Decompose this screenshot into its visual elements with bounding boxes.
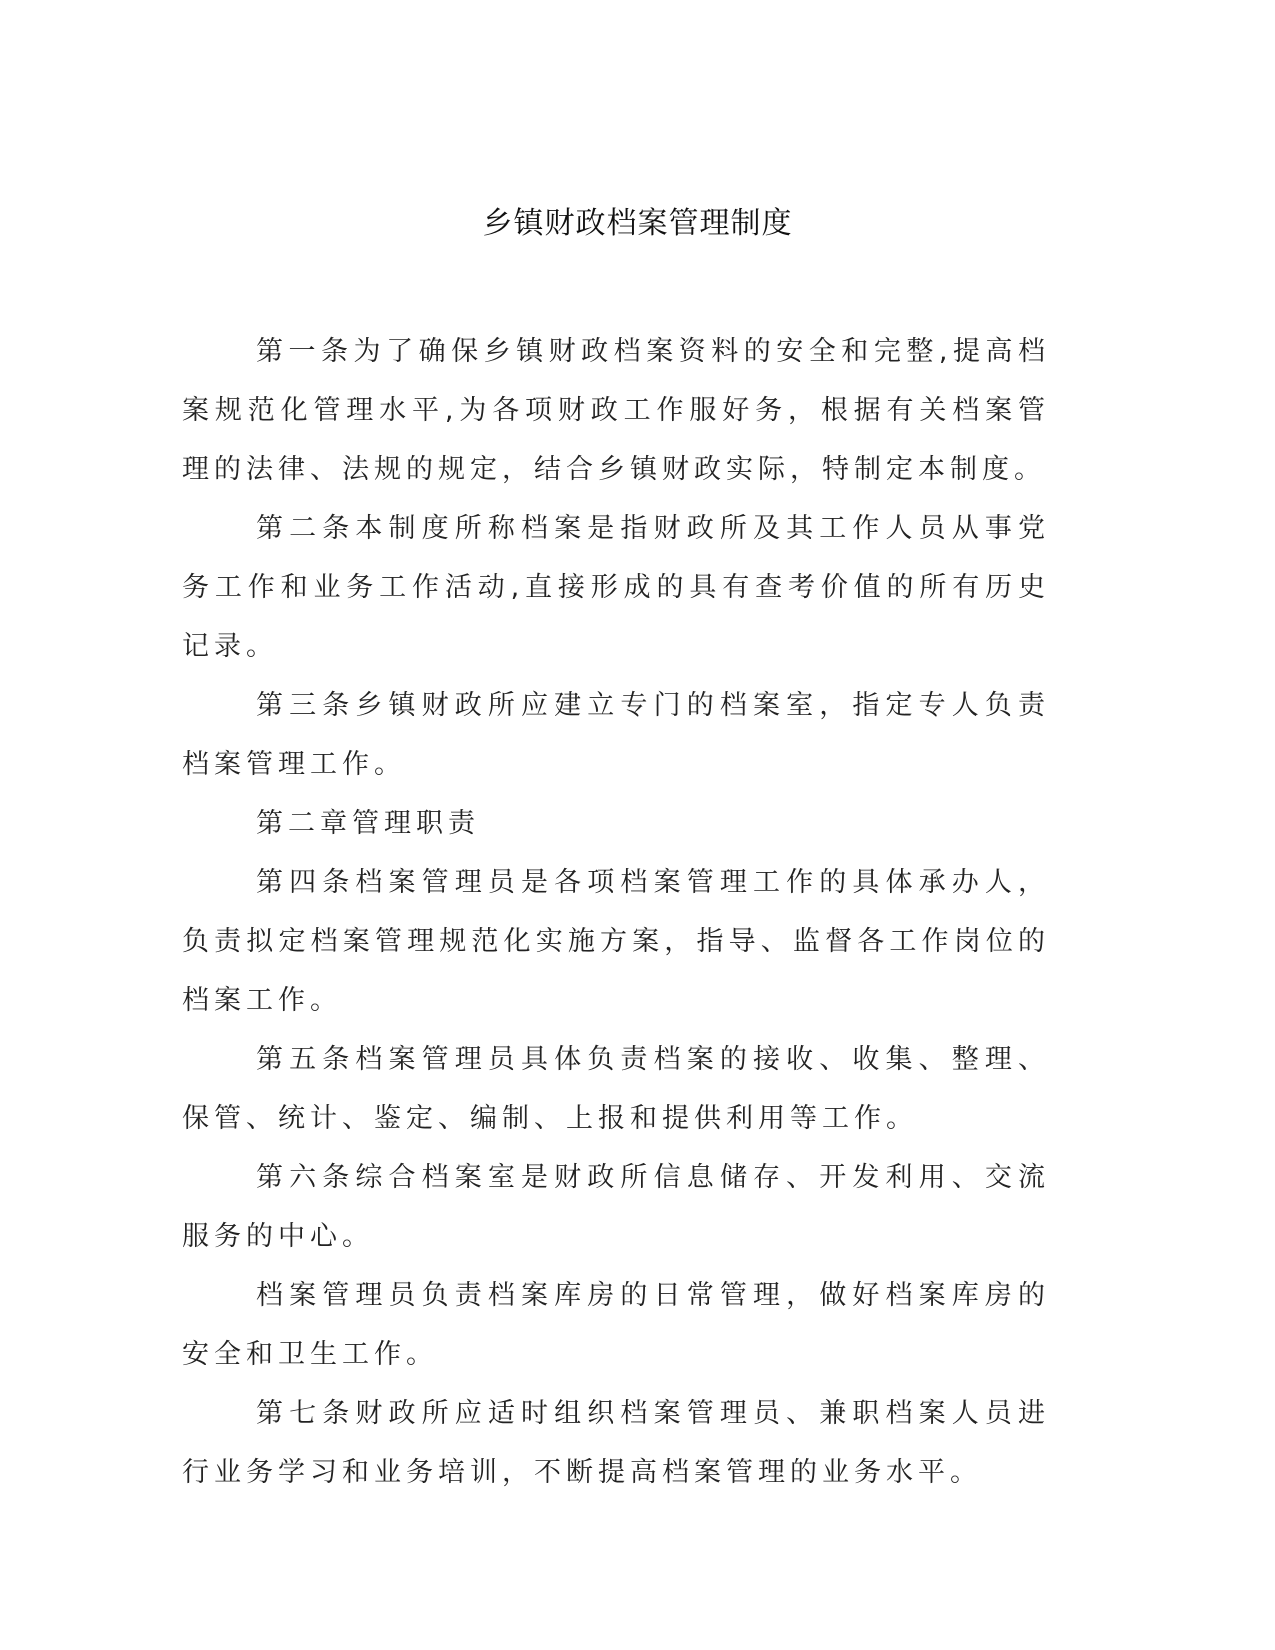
article-6-continued-paragraph: 档案管理员负责档案库房的日常管理，做好档案库房的安全和卫生工作。	[182, 1280, 1050, 1370]
document-body	[182, 322, 1050, 1502]
article-2-paragraph: 第二条本制度所称档案是指财政所及其工作人员从事党务工作和业务工作活动,直接形成的具有查考价值的所有历史记录。	[182, 513, 1050, 662]
article-1-paragraph: 第一条为了确保乡镇财政档案资料的安全和完整,提高档案规范化管理水平,为各项财政工作服好务，根据有关档案管理的法律、法规的规定，结合乡镇财政实际，特制定本制度。	[182, 336, 1050, 485]
article-7-paragraph: 第七条财政所应适时组织档案管理员、兼职档案人员进行业务学习和业务培训，不断提高档案管理的业务水平。	[182, 1398, 1050, 1488]
chapter-heading: 第二章管理职责	[256, 808, 480, 839]
article-6-paragraph: 第六条综合档案室是财政所信息储存、开发利用、交流服务的中心。	[182, 1162, 1050, 1252]
document-title: 乡镇财政档案管理制度	[482, 206, 793, 241]
article-5-paragraph: 第五条档案管理员具体负责档案的接收、收集、整理、保管、统计、鉴定、编制、上报和提供利用等工作。	[182, 1044, 1050, 1134]
article-4-paragraph: 第四条档案管理员是各项档案管理工作的具体承办人，负责拟定档案管理规范化实施方案，指导、监督各工作岗位的档案工作。	[182, 867, 1050, 1016]
article-3-paragraph: 第三条乡镇财政所应建立专门的档案室，指定专人负责档案管理工作。	[182, 690, 1050, 780]
